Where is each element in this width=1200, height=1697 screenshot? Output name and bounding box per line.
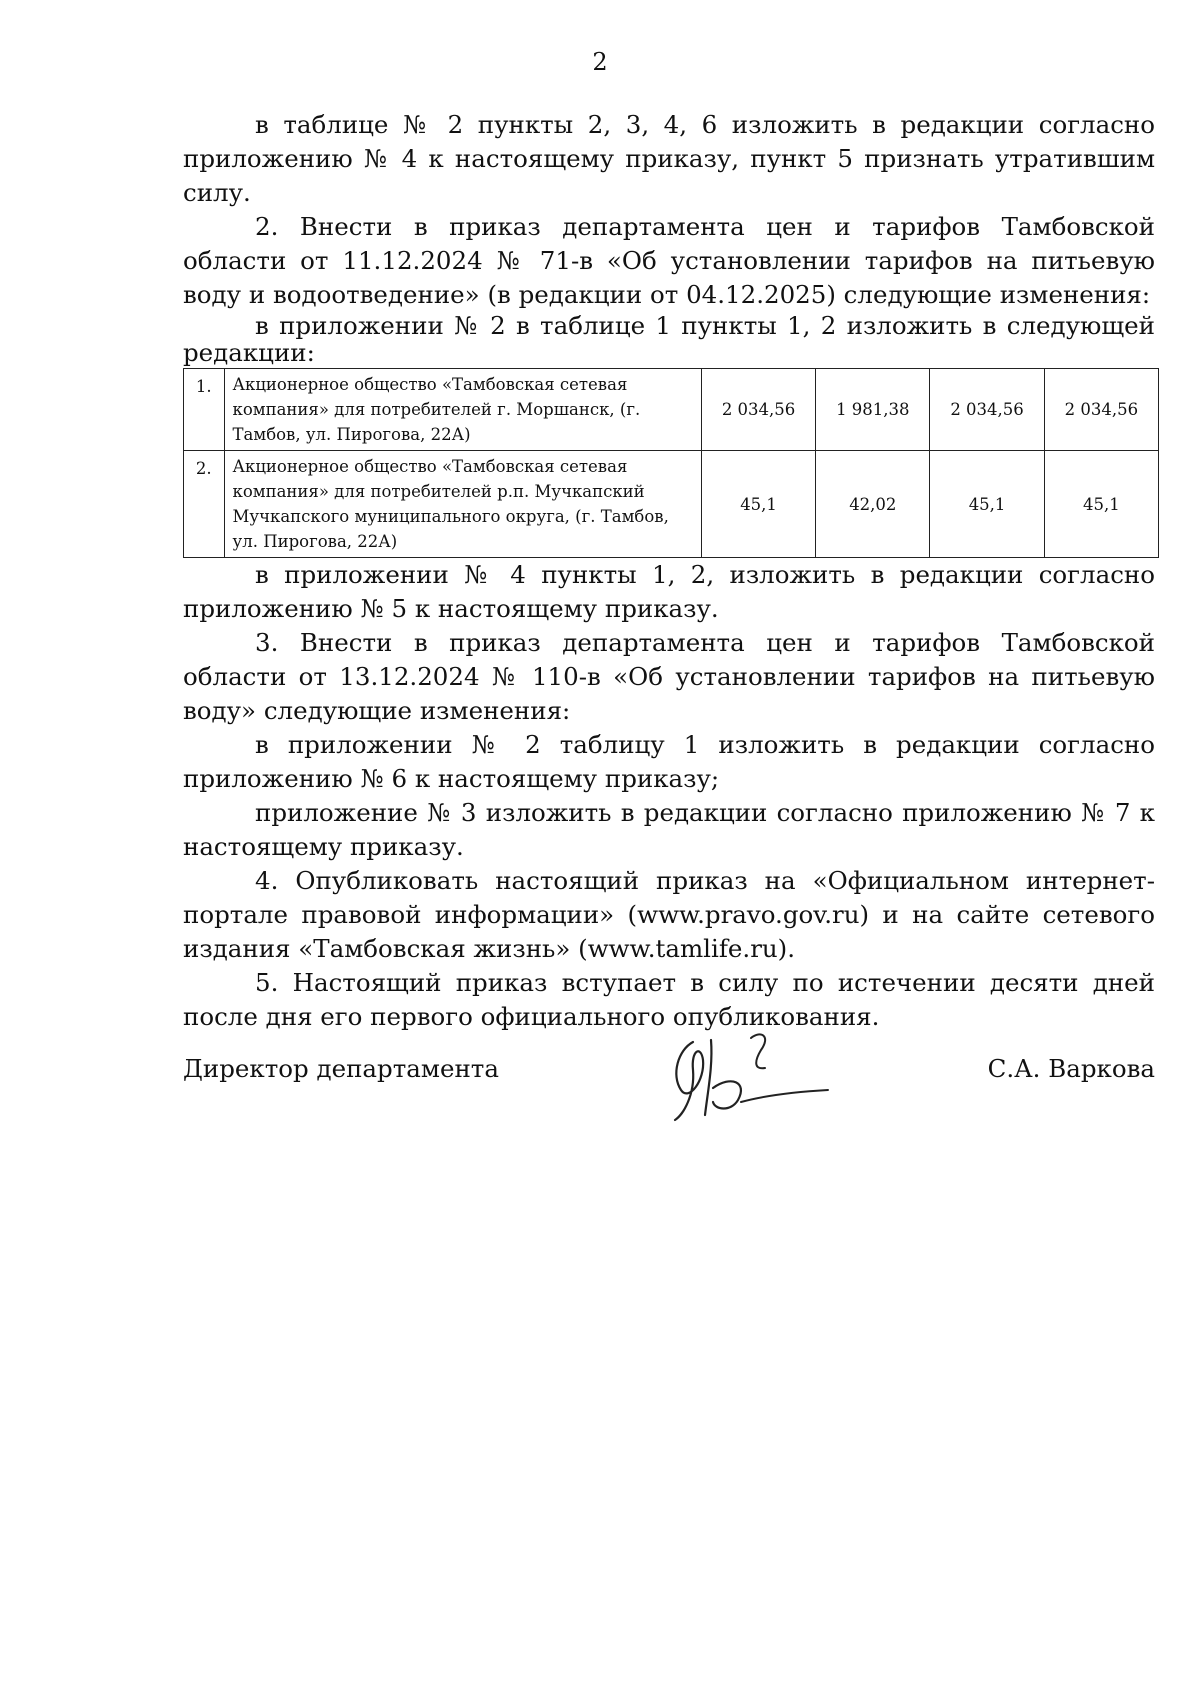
tariff-value: 45,1: [930, 451, 1044, 558]
document-body: [183, 108, 1155, 1034]
tariff-value: 42,02: [816, 451, 930, 558]
tariff-value: 1 981,38: [816, 369, 930, 451]
organization-cell: Акционерное общество «Тамбовская сетевая компания» для потребителей г. Моршанск, (г. Тамбов, ул. Пирогова, 22А): [224, 369, 701, 451]
organization-cell: Акционерное общество «Тамбовская сетевая компания» для потребителей р.п. Мучкапский Мучкапского муниципального округа, (г. Тамбов, ул. Пирогова, 22А): [224, 451, 701, 558]
table-row: [184, 369, 1159, 451]
paragraph-8: 4. Опубликовать настоящий приказ на «Официальном интернет-портале правовой информации» (www.pravo.gov.ru) и на сайте сетевого издания «Тамбовская жизнь» (www.tamlife.ru).: [183, 866, 1155, 963]
signature-block: [183, 1050, 1155, 1170]
row-number: 1.: [184, 369, 225, 451]
tariff-value: 45,1: [701, 451, 815, 558]
paragraph-7: приложение № 3 изложить в редакции согласно приложению № 7 к настоящему приказу.: [183, 798, 1155, 861]
tariff-value: 2 034,56: [701, 369, 815, 451]
handwritten-signature: [653, 1020, 833, 1130]
paragraph-2: 2. Внести в приказ департамента цен и тарифов Тамбовской области от 11.12.2024 № 71-в «Об установлении тарифов на питьевую воду и водоотведение» (в редакции от 04.12.2025) следующие изменения:: [183, 212, 1155, 309]
page-number: 2: [592, 48, 608, 76]
table-row: [184, 451, 1159, 558]
paragraph-1: в таблице № 2 пункты 2, 3, 4, 6 изложить в редакции согласно приложению № 4 к настоящему приказу, пункт 5 признать утратившим силу.: [183, 110, 1155, 207]
paragraph-9: 5. Настоящий приказ вступает в силу по истечении десяти дней после дня его первого официального опубликования.: [183, 968, 1155, 1031]
row-number: 2.: [184, 451, 225, 558]
paragraph-4: в приложении № 4 пункты 1, 2, изложить в редакции согласно приложению № 5 к настоящему приказу.: [183, 560, 1155, 623]
tariff-value: 2 034,56: [930, 369, 1044, 451]
paragraph-5: 3. Внести в приказ департамента цен и тарифов Тамбовской области от 13.12.2024 № 110-в «Об установлении тарифов на питьевую воду» следующие изменения:: [183, 628, 1155, 725]
paragraph-6: в приложении № 2 таблицу 1 изложить в редакции согласно приложению № 6 к настоящему приказу;: [183, 730, 1155, 793]
signatory-title: Директор департамента: [183, 1054, 499, 1083]
tariff-value: 2 034,56: [1044, 369, 1158, 451]
tariff-table: [183, 368, 1159, 558]
paragraph-3: в приложении № 2 в таблице 1 пункты 1, 2 изложить в следующей редакции:: [183, 311, 1155, 367]
tariff-value: 45,1: [1044, 451, 1158, 558]
signatory-name: С.А. Варкова: [987, 1054, 1155, 1083]
